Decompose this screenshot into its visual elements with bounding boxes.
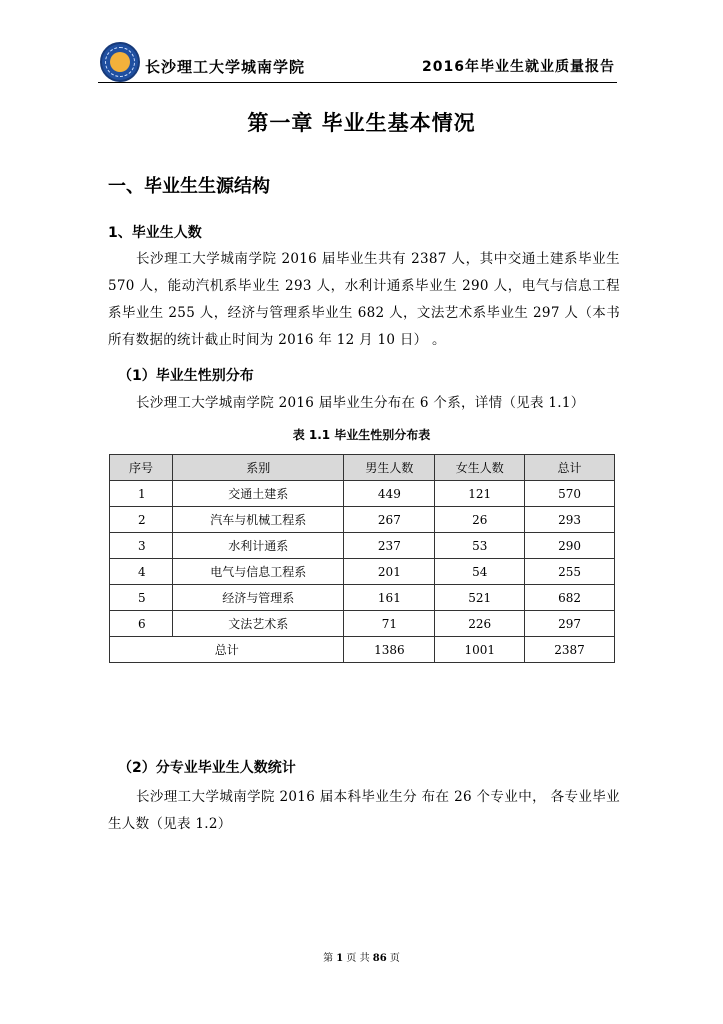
cell-department: 经济与管理系 bbox=[172, 585, 344, 611]
cell-female: 54 bbox=[435, 559, 525, 585]
cell-female: 121 bbox=[435, 481, 525, 507]
cell-female: 53 bbox=[435, 533, 525, 559]
header-seq: 序号 bbox=[110, 455, 173, 481]
cell-male: 161 bbox=[344, 585, 435, 611]
header-male: 男生人数 bbox=[344, 455, 435, 481]
major-paragraph: 长沙理工大学城南学院 2016 届本科毕业生分 布在 26 个专业中， 各专业毕业生人数（见表 1.2） bbox=[108, 789, 620, 832]
table-row bbox=[110, 585, 615, 611]
header-department: 系别 bbox=[172, 455, 344, 481]
header-school-name: 长沙理工大学城南学院 bbox=[145, 58, 306, 76]
cell-department: 水利计通系 bbox=[172, 533, 344, 559]
cell-department: 电气与信息工程系 bbox=[172, 559, 344, 585]
table-row bbox=[110, 507, 615, 533]
table-header-row bbox=[110, 455, 615, 481]
cell-seq: 4 bbox=[110, 559, 173, 585]
cell-department: 文法艺术系 bbox=[172, 611, 344, 637]
cell-department: 交通土建系 bbox=[172, 481, 344, 507]
chapter-title: 第一章 毕业生基本情况 bbox=[247, 111, 476, 135]
table-row bbox=[110, 559, 615, 585]
total-female: 1001 bbox=[435, 637, 525, 663]
total-all: 2387 bbox=[525, 637, 615, 663]
cell-seq: 6 bbox=[110, 611, 173, 637]
gender-distribution-table bbox=[109, 454, 615, 663]
intro-paragraph: 长沙理工大学城南学院 2016 届毕业生共有 2387 人，其中交通土建系毕业生 570 人，能动汽机系毕业生 293 人，水利计通系毕业生 290 人，电气与信息工程系毕业生 255 人，经济与管理系毕业生 682 人，文法艺术系毕业生 297 人（本书所有数据的统计截止时间为 2016 年 12 月 10 日） 。 bbox=[108, 251, 620, 348]
subsection-title: 1、毕业生人数 bbox=[108, 225, 202, 241]
cell-male: 201 bbox=[344, 559, 435, 585]
cell-female: 521 bbox=[435, 585, 525, 611]
gender-paragraph: 长沙理工大学城南学院 2016 届毕业生分布在 6 个系，详情（见表 1.1） bbox=[136, 395, 585, 411]
gender-heading: （1）毕业生性别分布 bbox=[118, 368, 254, 384]
cell-male: 71 bbox=[344, 611, 435, 637]
total-label: 总计 bbox=[110, 637, 344, 663]
section-title: 一、毕业生生源结构 bbox=[108, 176, 270, 197]
header-total: 总计 bbox=[525, 455, 615, 481]
cell-female: 226 bbox=[435, 611, 525, 637]
footer-prefix: 第 bbox=[323, 953, 334, 964]
table-row bbox=[110, 533, 615, 559]
school-logo bbox=[100, 42, 140, 82]
cell-male: 449 bbox=[344, 481, 435, 507]
page-header bbox=[98, 38, 617, 83]
table-caption: 表 1.1 毕业生性别分布表 bbox=[292, 428, 431, 442]
cell-department: 汽车与机械工程系 bbox=[172, 507, 344, 533]
header-report-title: 2016年毕业生就业质量报告 bbox=[422, 59, 615, 75]
cell-seq: 2 bbox=[110, 507, 173, 533]
cell-total: 293 bbox=[525, 507, 615, 533]
cell-seq: 5 bbox=[110, 585, 173, 611]
major-heading: （2）分专业毕业生人数统计 bbox=[118, 760, 296, 776]
cell-total: 297 bbox=[525, 611, 615, 637]
cell-total: 682 bbox=[525, 585, 615, 611]
footer-suffix: 页 bbox=[389, 953, 400, 964]
cell-female: 26 bbox=[435, 507, 525, 533]
page-footer bbox=[0, 949, 723, 964]
cell-seq: 1 bbox=[110, 481, 173, 507]
logo-emblem bbox=[110, 52, 130, 72]
table-row bbox=[110, 481, 615, 507]
cell-male: 267 bbox=[344, 507, 435, 533]
cell-total: 290 bbox=[525, 533, 615, 559]
footer-middle: 页 共 bbox=[346, 953, 370, 964]
table-row bbox=[110, 611, 615, 637]
table-total-row bbox=[110, 637, 615, 663]
footer-page-number: 1 bbox=[336, 953, 344, 964]
cell-male: 237 bbox=[344, 533, 435, 559]
footer-total-pages: 86 bbox=[372, 953, 387, 964]
cell-seq: 3 bbox=[110, 533, 173, 559]
header-female: 女生人数 bbox=[435, 455, 525, 481]
cell-total: 255 bbox=[525, 559, 615, 585]
total-male: 1386 bbox=[344, 637, 435, 663]
cell-total: 570 bbox=[525, 481, 615, 507]
